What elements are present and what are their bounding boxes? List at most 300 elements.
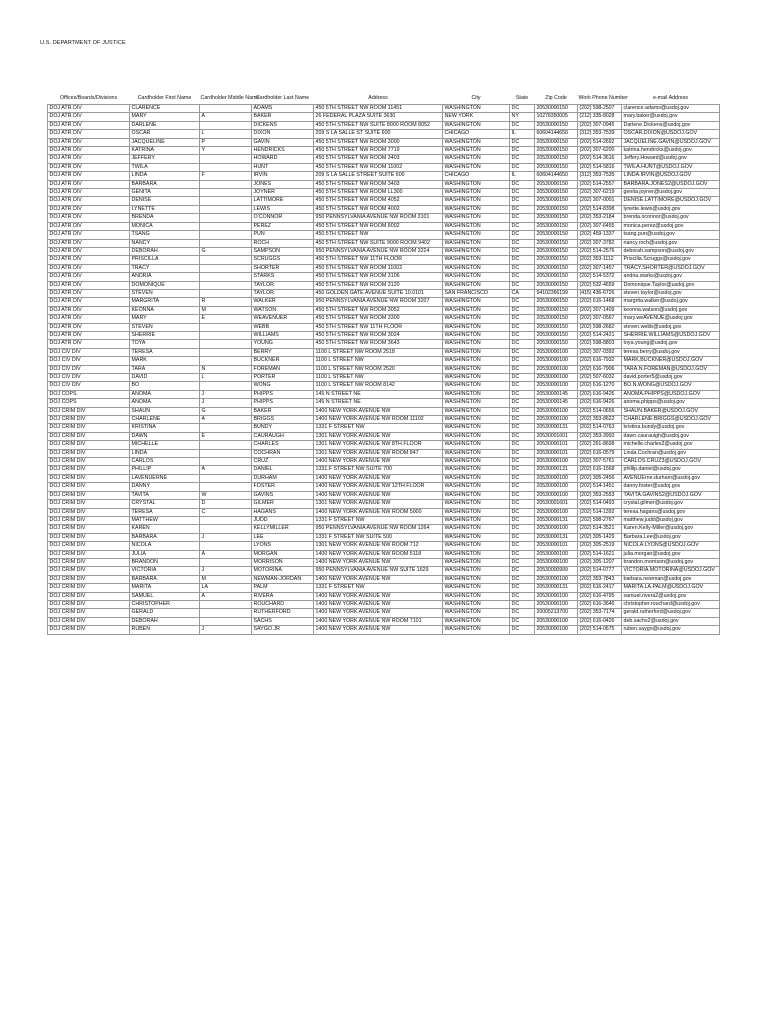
table-row — [48, 441, 720, 449]
email-cell: clarence.adams@usdoj.gov — [622, 105, 720, 113]
first-name-cell: LINDA — [130, 172, 200, 180]
office-cell: DOJ ATR DIV — [48, 331, 130, 339]
address-cell: 1400 NEW YORK AVENUE NW — [314, 407, 443, 415]
zip-code-cell: 20005213700 — [535, 609, 578, 617]
table-row — [48, 340, 720, 348]
middle-name-cell: E — [200, 432, 252, 440]
city-cell: WASHINGTON — [443, 542, 510, 550]
table-row — [48, 609, 720, 617]
first-name-cell: CHARLENE — [130, 416, 200, 424]
middle-name-cell: J — [200, 626, 252, 634]
work-phone-cell: (312) 353-7535 — [578, 172, 622, 180]
address-cell: 1400 NEW YORK AVENUE NW — [314, 474, 443, 482]
zip-code-cell: 20530000145 — [535, 399, 578, 407]
state-cell: DC — [510, 357, 535, 365]
table-row — [48, 239, 720, 247]
state-cell: DC — [510, 197, 535, 205]
last-name-cell: PUN — [252, 231, 314, 239]
work-phone-cell: (202) 514-0656 — [578, 407, 622, 415]
work-phone-cell: (202) 514-0675 — [578, 626, 622, 634]
city-cell: WASHINGTON — [443, 163, 510, 171]
middle-name-cell: J — [200, 533, 252, 541]
office-cell: DOJ CRIM DIV — [48, 592, 130, 600]
office-cell: DOJ ATR DIV — [48, 273, 130, 281]
zip-code-cell: 20530000150 — [535, 298, 578, 306]
address-cell: 1400 NEW YORK AVENUE NW ROOM 5000 — [314, 508, 443, 516]
last-name-cell: BUCKNER — [252, 357, 314, 365]
city-cell: WASHINGTON — [443, 281, 510, 289]
table-row — [48, 348, 720, 356]
address-cell: 450 5TH STREET NW ROOM 3643 — [314, 340, 443, 348]
email-cell: Darlene.Dickens@usdoj.gov — [622, 121, 720, 129]
last-name-cell: SAMPSON — [252, 247, 314, 255]
work-phone-cell: (202) 514-2421 — [578, 331, 622, 339]
address-cell: 450 5TH STREET NW ROOM LL300 — [314, 189, 443, 197]
first-name-cell: PRISCILLA — [130, 256, 200, 264]
address-cell: 450 5TH STREET NW ROOM 7719 — [314, 147, 443, 155]
email-cell: nancy.roch@usdoj.gov — [622, 239, 720, 247]
zip-code-cell: 20530000150 — [535, 138, 578, 146]
last-name-cell: JOYNER — [252, 189, 314, 197]
state-cell: DC — [510, 264, 535, 272]
address-cell: 450 5TH STREET NW ROOM 3106 — [314, 273, 443, 281]
table-row — [48, 231, 720, 239]
work-phone-cell: (202) 616-4795 — [578, 592, 622, 600]
table-row — [48, 247, 720, 255]
city-cell: WASHINGTON — [443, 424, 510, 432]
zip-code-cell: 20530000100 — [535, 626, 578, 634]
first-name-cell: SHAUN — [130, 407, 200, 415]
work-phone-cell: (202) 307-0001 — [578, 197, 622, 205]
agency-header: U.S. DEPARTMENT OF JUSTICE — [40, 40, 126, 46]
work-phone-cell: (202) 616-3646 — [578, 600, 622, 608]
middle-name-cell — [200, 558, 252, 566]
middle-name-cell — [200, 289, 252, 297]
table-row — [48, 180, 720, 188]
zip-code-cell: 20530000131 — [535, 424, 578, 432]
last-name-cell: DIXON — [252, 130, 314, 138]
city-cell: WASHINGTON — [443, 584, 510, 592]
middle-name-cell — [200, 180, 252, 188]
state-cell: DC — [510, 441, 535, 449]
middle-name-cell: Y — [200, 147, 252, 155]
work-phone-cell: (202) 261-8698 — [578, 441, 622, 449]
first-name-cell: MARGRITA — [130, 298, 200, 306]
email-cell: andria.starks@usdoj.gov — [622, 273, 720, 281]
table-row — [48, 500, 720, 508]
middle-name-cell — [200, 483, 252, 491]
state-cell: DC — [510, 617, 535, 625]
address-cell: 450 GOLDEN GATE AVENUE SUITE 10.0101 — [314, 289, 443, 297]
office-cell: DOJ ATR DIV — [48, 130, 130, 138]
zip-code-cell: 20530000150 — [535, 247, 578, 255]
office-cell: DOJ CRIM DIV — [48, 516, 130, 524]
state-cell: CA — [510, 289, 535, 297]
city-cell: WASHINGTON — [443, 105, 510, 113]
city-cell: WASHINGTON — [443, 533, 510, 541]
last-name-cell: WILLIAMS — [252, 331, 314, 339]
last-name-cell: NEWMAN-JORDAN — [252, 575, 314, 583]
zip-code-cell: 20530000100 — [535, 483, 578, 491]
state-cell: DC — [510, 374, 535, 382]
office-cell: DOJ ATR DIV — [48, 105, 130, 113]
city-cell: CHICAGO — [443, 130, 510, 138]
table-body — [48, 105, 720, 635]
state-cell: DC — [510, 323, 535, 331]
last-name-cell: LEWIS — [252, 205, 314, 213]
city-cell: WASHINGTON — [443, 214, 510, 222]
city-cell: WASHINGTON — [443, 205, 510, 213]
zip-code-cell: 20530000131 — [535, 516, 578, 524]
email-cell: JACQUELINE.GAVIN@USDOJ.GOV — [622, 138, 720, 146]
table-row — [48, 407, 720, 415]
office-cell: DOJ CIV DIV — [48, 357, 130, 365]
state-cell: DC — [510, 382, 535, 390]
address-cell: 1400 NEW YORK AVENUE NW — [314, 609, 443, 617]
address-cell: 145 N STREET NE — [314, 399, 443, 407]
first-name-cell: DOMONIQUE — [130, 281, 200, 289]
first-name-cell: BARBARA — [130, 533, 200, 541]
city-cell: WASHINGTON — [443, 567, 510, 575]
zip-code-cell: 20530000100 — [535, 508, 578, 516]
city-cell: WASHINGTON — [443, 474, 510, 482]
last-name-cell: TAYLOR — [252, 281, 314, 289]
state-cell: DC — [510, 281, 535, 289]
last-name-cell: WEBB — [252, 323, 314, 331]
table-row — [48, 163, 720, 171]
last-name-cell: FOSTER — [252, 483, 314, 491]
email-cell: CHARLENE.BRIGGS@USDOJ.GOV — [622, 416, 720, 424]
office-cell: DOJ ATR DIV — [48, 298, 130, 306]
table-row — [48, 390, 720, 398]
work-phone-cell: (202) 307-1457 — [578, 264, 622, 272]
state-cell: DC — [510, 105, 535, 113]
work-phone-cell: (202) 353-3993 — [578, 432, 622, 440]
work-phone-cell: (202) 307-6219 — [578, 189, 622, 197]
city-cell: WASHINGTON — [443, 121, 510, 129]
work-phone-cell: (202) 598-2767 — [578, 516, 622, 524]
address-cell: 1301 NEW YORK AVENUE NW — [314, 432, 443, 440]
work-phone-cell: (202) 353-8622 — [578, 416, 622, 424]
state-cell: DC — [510, 542, 535, 550]
middle-name-cell — [200, 264, 252, 272]
state-cell: DC — [510, 365, 535, 373]
city-cell: WASHINGTON — [443, 239, 510, 247]
zip-code-cell: 10278350005 — [535, 113, 578, 121]
email-cell: gerald.rutherford@usdoj.gov — [622, 609, 720, 617]
last-name-cell: DICKENS — [252, 121, 314, 129]
middle-name-cell: J — [200, 390, 252, 398]
email-cell: michelle.charles2@usdoj.gov — [622, 441, 720, 449]
middle-name-cell: A — [200, 550, 252, 558]
table-row — [48, 508, 720, 516]
middle-name-cell — [200, 239, 252, 247]
column-header: Zip Code — [535, 92, 578, 105]
email-cell: SHAUN.BAKER@USDOJ.GOV — [622, 407, 720, 415]
middle-name-cell — [200, 214, 252, 222]
table-row — [48, 138, 720, 146]
state-cell: DC — [510, 214, 535, 222]
email-cell: TARA.N.FOREMAN@USDOJ.GOV — [622, 365, 720, 373]
work-phone-cell: (202) 307-0392 — [578, 348, 622, 356]
last-name-cell: IRVIN — [252, 172, 314, 180]
office-cell: DOJ CRIM DIV — [48, 567, 130, 575]
middle-name-cell: F — [200, 172, 252, 180]
table-row — [48, 626, 720, 634]
state-cell: DC — [510, 575, 535, 583]
first-name-cell: MICHELLE — [130, 441, 200, 449]
address-cell: 1301 NEW YORK AVENUE NW — [314, 500, 443, 508]
first-name-cell: BRENDA — [130, 214, 200, 222]
work-phone-cell: (202) 459-1337 — [578, 231, 622, 239]
last-name-cell: TAYLOR — [252, 289, 314, 297]
work-phone-cell: (202) 353-1112 — [578, 256, 622, 264]
city-cell: WASHINGTON — [443, 315, 510, 323]
state-cell: DC — [510, 550, 535, 558]
city-cell: NEW YORK — [443, 113, 510, 121]
first-name-cell: CRYSTAL — [130, 500, 200, 508]
zip-code-cell: 20530001601 — [535, 432, 578, 440]
table-row — [48, 416, 720, 424]
address-cell: 450 5TH STREET NW ROOM 3403 — [314, 180, 443, 188]
address-cell: 450 5TH STREET NW ROOM 3403 — [314, 155, 443, 163]
work-phone-cell: (202) 307-3782 — [578, 239, 622, 247]
last-name-cell: HOWARD — [252, 155, 314, 163]
table-row — [48, 399, 720, 407]
address-cell: 209 S LA SALLE ST SUITE 600 — [314, 130, 443, 138]
table-row — [48, 466, 720, 474]
first-name-cell: TSANG — [130, 231, 200, 239]
table-row — [48, 516, 720, 524]
zip-code-cell: 20530000150 — [535, 273, 578, 281]
middle-name-cell — [200, 441, 252, 449]
city-cell: WASHINGTON — [443, 609, 510, 617]
office-cell: DOJ CRIM DIV — [48, 600, 130, 608]
office-cell: DOJ CRIM DIV — [48, 584, 130, 592]
state-cell: DC — [510, 483, 535, 491]
address-cell: 950 PENNSYLVANIA AVENUE NW ROOM 3224 — [314, 247, 443, 255]
state-cell: DC — [510, 466, 535, 474]
middle-name-cell — [200, 256, 252, 264]
middle-name-cell: J — [200, 399, 252, 407]
last-name-cell: GAVINS — [252, 491, 314, 499]
state-cell: DC — [510, 340, 535, 348]
zip-code-cell: 60604144650 — [535, 130, 578, 138]
zip-code-cell: 20530000150 — [535, 256, 578, 264]
zip-code-cell: 20530001601 — [535, 500, 578, 508]
first-name-cell: MARY — [130, 315, 200, 323]
table-row — [48, 592, 720, 600]
middle-name-cell: P — [200, 138, 252, 146]
work-phone-cell: (202) 514-5372 — [578, 273, 622, 281]
email-cell: BO.N.WONG@USDOJ.GOV — [622, 382, 720, 390]
city-cell: WASHINGTON — [443, 483, 510, 491]
last-name-cell: PHIPPS — [252, 399, 314, 407]
state-cell: DC — [510, 189, 535, 197]
zip-code-cell: 20530000150 — [535, 331, 578, 339]
table-row — [48, 189, 720, 197]
column-header: Address — [314, 92, 443, 105]
office-cell: DOJ CRIM DIV — [48, 432, 130, 440]
address-cell: 1331 F STREET NW SUITE 700 — [314, 466, 443, 474]
middle-name-cell — [200, 222, 252, 230]
state-cell: DC — [510, 609, 535, 617]
middle-name-cell — [200, 525, 252, 533]
table-row — [48, 214, 720, 222]
office-cell: DOJ CRIM DIV — [48, 474, 130, 482]
work-phone-cell: (202) 514-8398 — [578, 205, 622, 213]
work-phone-cell: (202) 307-6455 — [578, 222, 622, 230]
state-cell: DC — [510, 600, 535, 608]
email-cell: katrina.hendricks@usdoj.gov — [622, 147, 720, 155]
email-cell: Karen.Kelly-Miller@usdoj.gov — [622, 525, 720, 533]
address-cell: 1400 NEW YORK AVENUE NW — [314, 626, 443, 634]
table-row — [48, 550, 720, 558]
email-cell: danny.foster@usdoj.gov — [622, 483, 720, 491]
state-cell: DC — [510, 239, 535, 247]
zip-code-cell: 20530000131 — [535, 584, 578, 592]
table-row — [48, 172, 720, 180]
middle-name-cell: M — [200, 575, 252, 583]
state-cell: DC — [510, 247, 535, 255]
email-cell: margrita.walker@usdoj.gov — [622, 298, 720, 306]
city-cell: SAN FRANCISCO — [443, 289, 510, 297]
last-name-cell: BAKER — [252, 407, 314, 415]
middle-name-cell — [200, 163, 252, 171]
first-name-cell: KRISTINA — [130, 424, 200, 432]
city-cell: WASHINGTON — [443, 348, 510, 356]
city-cell: WASHINGTON — [443, 273, 510, 281]
work-phone-cell: (202) 598-2682 — [578, 323, 622, 331]
office-cell: DOJ CIV DIV — [48, 348, 130, 356]
last-name-cell: BERRY — [252, 348, 314, 356]
first-name-cell: DEBORAH — [130, 247, 200, 255]
city-cell: WASHINGTON — [443, 592, 510, 600]
work-phone-cell: (202) 616-1568 — [578, 466, 622, 474]
first-name-cell: DAVID — [130, 374, 200, 382]
state-cell: DC — [510, 508, 535, 516]
first-name-cell: KAREN — [130, 525, 200, 533]
work-phone-cell: (202) 616-1270 — [578, 382, 622, 390]
last-name-cell: RUTHERFORD — [252, 609, 314, 617]
last-name-cell: JONES — [252, 180, 314, 188]
city-cell: WASHINGTON — [443, 516, 510, 524]
last-name-cell: KELLYMILLER — [252, 525, 314, 533]
work-phone-cell: (202) 307-6200 — [578, 147, 622, 155]
email-cell: phillip.daniel@usdoj.gov — [622, 466, 720, 474]
work-phone-cell: (202) 616-9426 — [578, 399, 622, 407]
address-cell: 1100 L STREET NW — [314, 357, 443, 365]
middle-name-cell — [200, 121, 252, 129]
zip-code-cell: 20530000150 — [535, 315, 578, 323]
email-cell: david.porter5@usdoj.gov — [622, 374, 720, 382]
email-cell: Jeffery.Howard@usdoj.gov — [622, 155, 720, 163]
address-cell: 950 PENNSYLVANIA AVENUE NW ROOM 3207 — [314, 298, 443, 306]
table-row — [48, 357, 720, 365]
middle-name-cell: D — [200, 500, 252, 508]
email-cell: SHERRIE.WILLIAMS@USDOJ.GOV — [622, 331, 720, 339]
work-phone-cell: (202) 305-1207 — [578, 558, 622, 566]
city-cell: WASHINGTON — [443, 231, 510, 239]
city-cell: WASHINGTON — [443, 264, 510, 272]
last-name-cell: STARKS — [252, 273, 314, 281]
first-name-cell: BARBARA — [130, 180, 200, 188]
address-cell: 1100 L STREET NW ROOM 2518 — [314, 348, 443, 356]
last-name-cell: GILMER — [252, 500, 314, 508]
table-row — [48, 449, 720, 457]
state-cell: DC — [510, 584, 535, 592]
last-name-cell: GAVIN — [252, 138, 314, 146]
zip-code-cell: 20530000150 — [535, 281, 578, 289]
address-cell: 1301 NEW YORK AVENUE NW 8TH FLOOR — [314, 441, 443, 449]
middle-name-cell — [200, 609, 252, 617]
table-row — [48, 281, 720, 289]
zip-code-cell: 20530000150 — [535, 121, 578, 129]
first-name-cell: DANNY — [130, 483, 200, 491]
column-header: e-mail Address — [622, 92, 720, 105]
middle-name-cell — [200, 331, 252, 339]
zip-code-cell: 20530000150 — [535, 306, 578, 314]
office-cell: DOJ ATR DIV — [48, 281, 130, 289]
state-cell: DC — [510, 449, 535, 457]
first-name-cell: STEVEN — [130, 289, 200, 297]
office-cell: DOJ CRIM DIV — [48, 617, 130, 625]
zip-code-cell: 20530000101 — [535, 449, 578, 457]
middle-name-cell: N — [200, 365, 252, 373]
email-cell: anoma.phipps@usdoj.gov — [622, 399, 720, 407]
email-cell: mary.weAVENUE@usdoj.gov — [622, 315, 720, 323]
zip-code-cell: 20530000150 — [535, 197, 578, 205]
city-cell: WASHINGTON — [443, 617, 510, 625]
office-cell: DOJ ATR DIV — [48, 205, 130, 213]
table-row — [48, 567, 720, 575]
zip-code-cell: 20530000101 — [535, 441, 578, 449]
first-name-cell: RUBEN — [130, 626, 200, 634]
last-name-cell: HAGANS — [252, 508, 314, 516]
middle-name-cell — [200, 323, 252, 331]
city-cell: WASHINGTON — [443, 600, 510, 608]
email-cell: Priscilla.Scruggs@usdoj.gov — [622, 256, 720, 264]
address-cell: 1400 NEW YORK AVENUE NW ROOM 7101 — [314, 617, 443, 625]
state-cell: DC — [510, 163, 535, 171]
address-cell: 950 PENNSYLVANIA AVENUE NW ROOM 1264 — [314, 525, 443, 533]
state-cell: DC — [510, 592, 535, 600]
city-cell: WASHINGTON — [443, 441, 510, 449]
middle-name-cell — [200, 205, 252, 213]
address-cell: 450 5TH STREET NW ROOM 11002 — [314, 264, 443, 272]
table-row — [48, 525, 720, 533]
state-cell: DC — [510, 231, 535, 239]
email-cell: CARLOS.CRUZ3@USDOJ.GOV — [622, 458, 720, 466]
address-cell: 950 PENNSYLVANIA AVENUE NW SUITE 1629 — [314, 567, 443, 575]
work-phone-cell: (202) 353-2184 — [578, 214, 622, 222]
email-cell: TAVITA.GAVINS2@USDOJ.GOV — [622, 491, 720, 499]
middle-name-cell — [200, 424, 252, 432]
first-name-cell: MARY — [130, 113, 200, 121]
address-cell: 450 5TH STREET NW SUITE 8000 ROOM 8052 — [314, 121, 443, 129]
zip-code-cell: 20530000100 — [535, 525, 578, 533]
city-cell: WASHINGTON — [443, 558, 510, 566]
first-name-cell: DEBORAH — [130, 617, 200, 625]
column-header: State — [510, 92, 535, 105]
email-cell: TRACY.SHORTER@USDOJ.GOV — [622, 264, 720, 272]
city-cell: WASHINGTON — [443, 155, 510, 163]
first-name-cell: MATTHEW — [130, 516, 200, 524]
email-cell: MARK.BUCKNER@USDOJ.GOV — [622, 357, 720, 365]
last-name-cell: DANIEL — [252, 466, 314, 474]
middle-name-cell: G — [200, 407, 252, 415]
table-row — [48, 331, 720, 339]
